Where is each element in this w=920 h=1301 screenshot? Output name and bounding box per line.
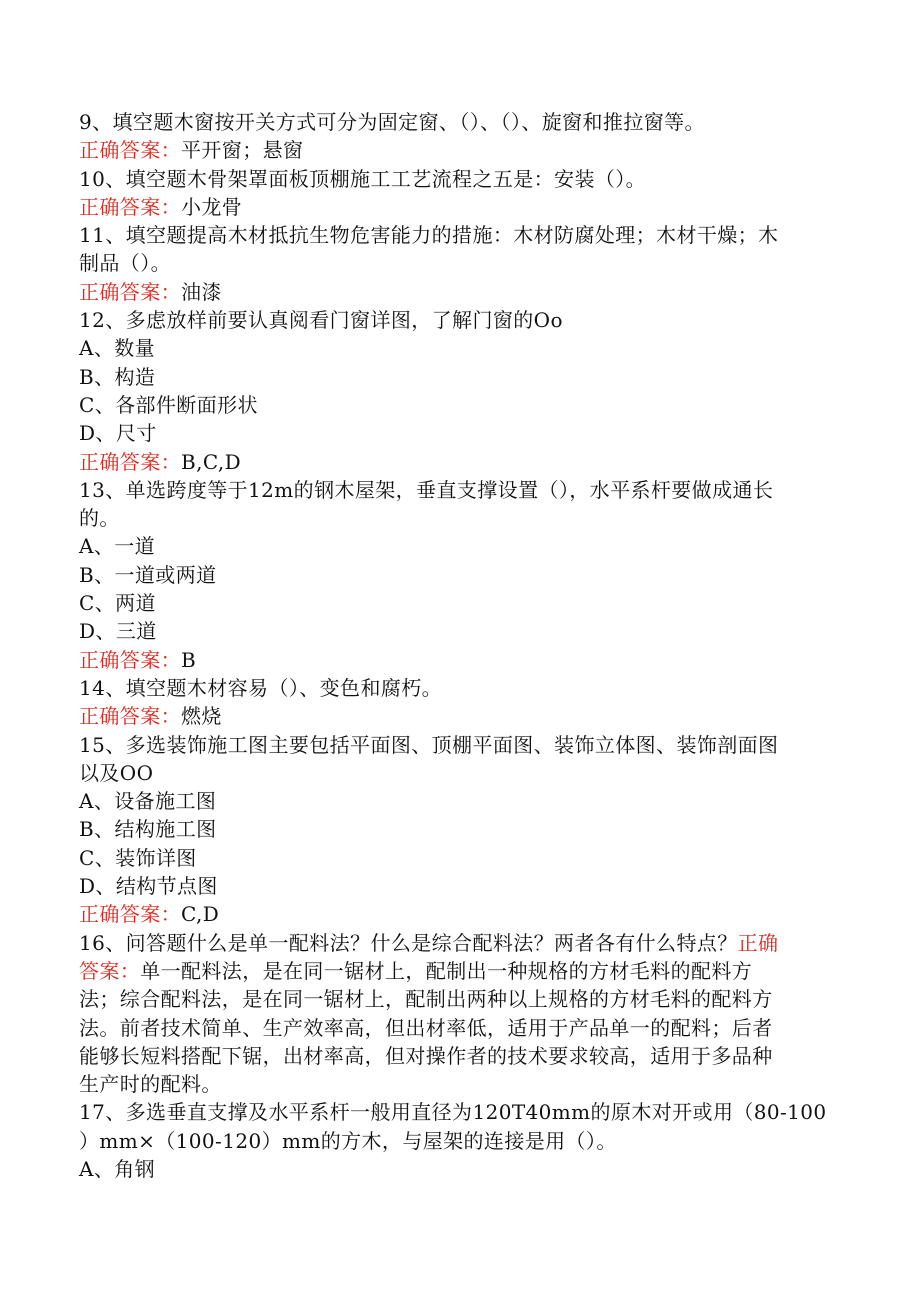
answer-label: 正确答案： <box>79 138 181 163</box>
answer-11 <box>79 278 819 306</box>
question-17-cont: ）mm×（100-120）mm的方木，与屋架的连接是用（）。 <box>79 1128 617 1153</box>
answer-9 <box>79 136 819 164</box>
option-d: D、结构节点图 <box>79 874 218 899</box>
question-17: 17、多选垂直支撑及水平系杆一般用直径为120T40mm的原木对开或用（80-100 <box>79 1100 827 1125</box>
answer-14 <box>79 702 819 730</box>
answer-16-cont: 法；综合配料法，是在同一锯材上，配制出两种以上规格的方材毛料的配料方 <box>79 987 773 1012</box>
answer-value: 小龙骨 <box>181 194 243 219</box>
option-d: D、尺寸 <box>79 421 157 446</box>
option-a: A、一道 <box>79 534 156 559</box>
answer-13 <box>79 646 819 674</box>
question-13: 13、单选跨度等于12m的钢木屋架，垂直支撑设置（），水平系杆要做成通长 <box>79 477 774 502</box>
answer-12 <box>79 448 819 476</box>
answer-value: 平开窗；悬窗 <box>181 138 304 163</box>
question-10: 10、填空题木骨架罩面板顶棚施工工艺流程之五是：安装（）。 <box>79 166 647 191</box>
answer-value: 燃烧 <box>181 704 222 729</box>
option-c: C、两道 <box>79 591 156 616</box>
answer-label-part1: 正确 <box>737 930 779 955</box>
option-c: C、装饰详图 <box>79 845 197 870</box>
answer-label: 正确答案： <box>79 647 181 672</box>
question-text: 16、问答题什么是单一配料法？什么是综合配料法？两者各有什么特点？ <box>79 930 738 955</box>
question-15-cont: 以及OO <box>79 760 154 785</box>
question-11: 11、填空题提高木材抵抗生物危害能力的措施：木材防腐处理；木材干燥；木 <box>79 223 779 248</box>
answer-value: 单一配料法，是在同一锯材上，配制出一种规格的方材毛料的配料方 <box>140 958 753 983</box>
option-b: B、构造 <box>79 364 156 389</box>
answer-value: 油漆 <box>181 279 222 304</box>
question-15: 15、多选装饰施工图主要包括平面图、顶棚平面图、装饰立体图、装饰剖面图 <box>79 732 779 757</box>
question-11-cont: 制品（）。 <box>79 251 171 276</box>
answer-label: 正确答案： <box>79 194 181 219</box>
question-13-cont: 的。 <box>79 506 120 531</box>
answer-value: B <box>181 647 197 672</box>
answer-16 <box>79 957 819 985</box>
option-b: B、结构施工图 <box>79 817 217 842</box>
option-a: A、设备施工图 <box>79 789 217 814</box>
answer-10 <box>79 193 819 221</box>
answer-label-part2: 答案： <box>79 958 141 983</box>
answer-label: 正确答案： <box>79 704 181 729</box>
option-a: A、数量 <box>79 336 156 361</box>
answer-15 <box>79 900 819 928</box>
option-b: B、一道或两道 <box>79 562 217 587</box>
answer-label: 正确答案： <box>79 902 181 927</box>
question-12: 12、多虑放样前要认真阅看门窗详图，了解门窗的Oo <box>79 308 563 333</box>
question-9: 9、填空题木窗按开关方式可分为固定窗、（）、（）、旋窗和推拉窗等。 <box>79 110 705 134</box>
answer-label: 正确答案： <box>79 449 181 474</box>
option-d: D、三道 <box>79 619 157 644</box>
answer-16-cont: 法。前者技术简单、生产效率高，但出材率低，适用于产品单一的配料；后者 <box>79 1015 773 1040</box>
question-14: 14、填空题木材容易（）、变色和腐朽。 <box>79 675 443 700</box>
answer-16-cont: 能够长短料搭配下锯，出材率高，但对操作者的技术要求较高，适用于多品种 <box>79 1043 773 1068</box>
answer-value: B,C,D <box>181 449 242 474</box>
option-a: A、角钢 <box>79 1156 156 1181</box>
answer-16-cont: 生产时的配料。 <box>79 1072 222 1097</box>
option-c: C、各部件断面形状 <box>79 392 258 417</box>
document-page <box>79 108 827 1183</box>
answer-label: 正确答案： <box>79 279 181 304</box>
answer-value: C,D <box>181 902 220 927</box>
question-16 <box>79 929 819 957</box>
